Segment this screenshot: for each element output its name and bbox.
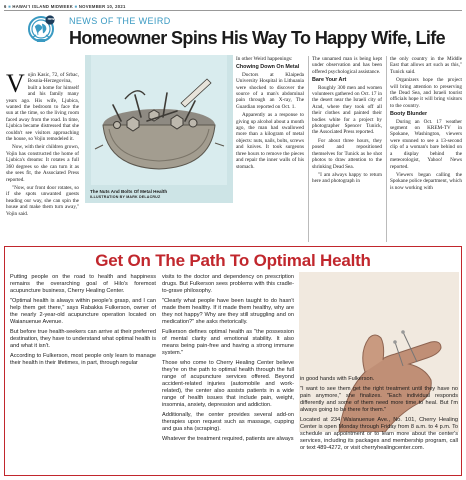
headline: Homeowner Spins His Way To Happy Wife, Life [69, 28, 446, 48]
weird-column-2-body [236, 56, 304, 244]
paragraph: the only country in the Middle East that allows art such as this," Tunick said. [390, 56, 462, 75]
paragraph: in good hands with Fulkerson. [300, 376, 375, 382]
midweek-badge: mw [47, 16, 55, 21]
ad-column-3 [300, 376, 458, 472]
paragraph: Those who come to Cherry Healing Center believe they're on the path to optimal health through the full range of acupuncture services offered. Beyond accident-related injuries (automobile and work-related), the center also assists patients in a wide range of health issues that include pain, weight, insomnia, anxiety, depression and addiction. [162, 359, 294, 409]
paragraph: visits to the doctor and dependency on prescription drugs. But Fulkerson sees problems with this cradle-to-grave philosophy. [162, 274, 294, 295]
paragraph: The unnamed man is being kept under observation and has been offered psychological assistance. [312, 56, 382, 75]
paragraph: During an Oct. 17 weather segment on KREM-TV in Spokane, Washington, viewers were stunned to see a 13-second clip of a woman's bare behind on a display behind the meteorologist, Yahoo! News reported. [390, 118, 462, 170]
paragraph: Additionally, the center provides several add-on therapies upon request such as massage, cupping and gua sha (scraping). [162, 412, 294, 433]
subhead-bare-art: Bare Your Art [312, 77, 347, 84]
ad-column-2 [162, 274, 294, 472]
issue-date: NOVEMBER 10, 2021 [78, 4, 126, 9]
weird-column-4 [390, 56, 462, 244]
paragraph: Putting people on the road to health and happiness remains the overarching goal of Hilo's foremost acupuncture business, Cherry Healing Center. [10, 274, 156, 295]
paragraph: "Optimal health is always within people's grasp, and I can help them get there," says Rabakka Fulkerson, owner of the nearly 2-year-old acupuncture operation located on Waianuenue Avenue. [10, 297, 156, 326]
illustration [85, 55, 233, 203]
ad-column-1 [10, 274, 156, 472]
paragraph: Fulkerson defines optimal health as "the possession of mental clarity and emotional stability. It also means being pain-free and having a strong immune system." [162, 328, 294, 357]
paragraph: Located at 234 Waianuenue Ave., No. 101, Cherry Healing Center is open Monday through Friday from 8 a.m. to 4 p.m. To schedule an appointment or to learn more about the center's services, including its packages and membership program, call or text 489-4272, or visit cherryhealingcenter.com. [300, 416, 458, 452]
subhead-booty-blunder: Booty Blunder [390, 111, 428, 118]
paragraph: For about three hours, they posed and repositioned themselves for Tunick as he shot photos to draw attention to the shrinking Dead Sea. [312, 137, 382, 170]
paragraph: "I want to see them get the right treatment until they have no pain anymore," she finalizes. "Each individual responds differently and some of them need more time to heal. But I'm always going to be there for them." [300, 385, 458, 413]
page-folio: 6 ■ HAWAI'I ISLAND MIDWEEK ■ NOVEMBER 10, 2021 [4, 4, 126, 9]
publication-name: HAWAI'I ISLAND MIDWEEK [12, 4, 74, 9]
column-divider [308, 56, 309, 242]
column-divider [386, 56, 387, 242]
ad-title: Get On The Path To Optimal Health [95, 251, 371, 270]
paragraph: In other Weird happenings: [236, 56, 293, 62]
paragraph: Roughly 300 men and women volunteers gathered on Oct. 17 in the desert near the Israeli city of Arad, where they took off all their clothes and painted their bodies white for a project by photographer Spencer Tunick, the Associated Press reported. [312, 84, 382, 136]
paragraph: Now, with their children grown, Vojin has constructed the home of Ljubica's dreams: It rotates a full 360 degrees so she can turn it as she sees fit, the Associated Press reported. [6, 144, 79, 183]
caption-title: The Nuts And Bolts Of Metal Health [90, 189, 168, 194]
paragraph: "Now, our front door rotates, so if she spots unwanted guests heading our way, she can spin the house and make them turn away," Vojin said. [6, 184, 79, 217]
section-kicker: NEWS OF THE WEIRD [69, 16, 171, 26]
weird-column-1 [6, 72, 79, 244]
paragraph: Doctors at Klaipeda University Hospital in Lithuania were shocked to discover the source of a man's abdominal pain through an X-ray, The Guardian reported on Oct. 1. [236, 71, 304, 110]
subhead-chowing: Chowing Down On Metal [236, 64, 300, 71]
paragraph: ojin Kasic, 72, of Srbac, Bosnia-Herzegovina, built a home for himself and his family many years ago. His wife, Ljubica, wanted the bedroom to face the sun at the time, so the living room faced away from the road. In time, Ljubica became distressed that she couldn't see visitors approaching the house, so Vojin remodeled it. [6, 72, 79, 143]
bowl-of-metal-illustration [85, 55, 233, 203]
paragraph: But before true health-seekers can arrive at their preferred destination, they have to understand what optimal health is and what it isn't. [10, 328, 156, 350]
illustration-caption [90, 189, 167, 200]
page-number: 6 [4, 4, 7, 9]
header-rule [4, 10, 462, 11]
paragraph: According to Fulkerson, most people only learn to manage their health in their lifetimes, in part, through regular [10, 352, 156, 366]
drop-cap: V [6, 72, 25, 98]
paragraph: Viewers began calling the Spokane police department, which is now working with [390, 171, 462, 191]
paragraph: Apparently as a response to giving up alcohol about a month ago, the man had swallowed more than a kilogram of metal objects: nuts, nails, bolts, screws and knives. It took surgeons three hours to remove the pieces and repair the inner walls of his stomach. [236, 112, 304, 170]
weird-column-3 [312, 56, 382, 244]
paragraph: Whatever the treatment required, patients are always [162, 435, 294, 442]
paragraph: "I am always happy to return here and photograph in [312, 171, 382, 185]
caption-credit: ILLUSTRATION BY MARK DELACRUZ [90, 195, 161, 200]
paragraph: Organizers hope the project will bring attention to preserving the Dead Sea, and Israeli tourist officials hope it will bring visitors to the country. [390, 77, 462, 109]
paragraph: "Clearly what people have been taught to do hasn't made them healthy. If it made them healthy, why are they not happy? Why are they still struggling and on medication?" she asks rhetorically. [162, 297, 294, 326]
